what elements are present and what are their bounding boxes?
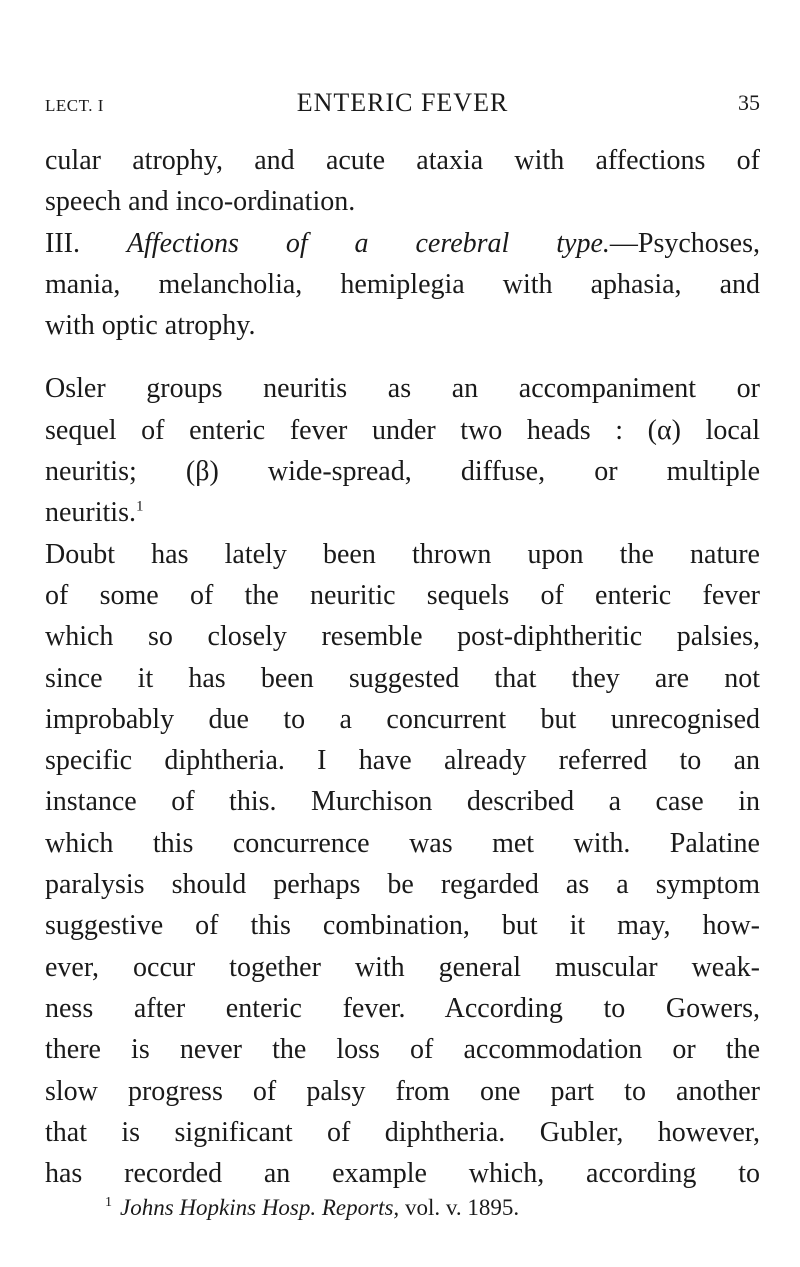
text-line: which this concurrence was met with. Palatine [45, 827, 760, 859]
section-number: III. [45, 227, 127, 259]
footnote-reference: 1 [136, 499, 144, 516]
text-line: specific diphtheria. I have already referred to an [45, 745, 760, 777]
text-line: slow progress of palsy from one part to another [45, 1075, 760, 1107]
text-line: sequel of enteric fever under two heads : (α) local [45, 414, 760, 446]
text-line: paralysis should perhaps be regarded as a symptom [45, 869, 760, 901]
text-line: since it has been suggested that they are not [45, 662, 760, 694]
running-header [45, 88, 760, 122]
section-heading-rest: —Psychoses, [609, 227, 760, 259]
chapter-title: ENTERIC FEVER [296, 88, 509, 117]
text-line: neuritis; (β) wide-spread, diffuse, or multiple [45, 456, 760, 488]
text-line: ness after enteric fever. According to Gowers, [45, 992, 760, 1024]
text-line: with optic atrophy. [45, 310, 256, 342]
text-line: that is significant of diphtheria. Gubler, however, [45, 1116, 760, 1148]
text-line: mania, melancholia, hemiplegia with aphasia, and [45, 268, 760, 300]
text-line [45, 223, 760, 264]
paragraph-gap [45, 346, 760, 368]
body-text [45, 140, 760, 1194]
lecture-label: LECT. I [45, 96, 104, 115]
text-line: of some of the neuritic sequels of enteric fever [45, 579, 760, 611]
text-line: ever, occur together with general muscular weak- [45, 951, 760, 983]
text-line: speech and inco-ordination. [45, 186, 356, 218]
text-line: suggestive of this combination, but it may, how- [45, 910, 760, 942]
section-heading: Affections of a cerebral type. [126, 227, 610, 259]
page-number: 35 [738, 90, 760, 115]
text-line: Doubt has lately been thrown upon the nature [45, 538, 760, 570]
text-line: neuritis.$^1$ [45, 497, 144, 529]
text-line: has recorded an example which, according to [45, 1158, 760, 1190]
text-line: which so closely resemble post-diphtheritic palsies, [45, 621, 760, 653]
text-line: instance of this. Murchison described a case in [45, 786, 760, 818]
footnote-mark: 1 [105, 1195, 112, 1211]
footnote [45, 1193, 760, 1223]
text-line: improbably due to a concurrent but unrecognised [45, 703, 760, 735]
text-line: Osler groups neuritis as an accompaniment or [45, 373, 760, 405]
footnote-detail: vol. v. 1895. [399, 1195, 520, 1220]
text-line: there is never the loss of accommodation or the [45, 1034, 760, 1066]
footnote-source: Johns Hopkins Hosp. Reports, [120, 1195, 400, 1220]
text-line: cular atrophy, and acute ataxia with affections of [45, 145, 760, 176]
